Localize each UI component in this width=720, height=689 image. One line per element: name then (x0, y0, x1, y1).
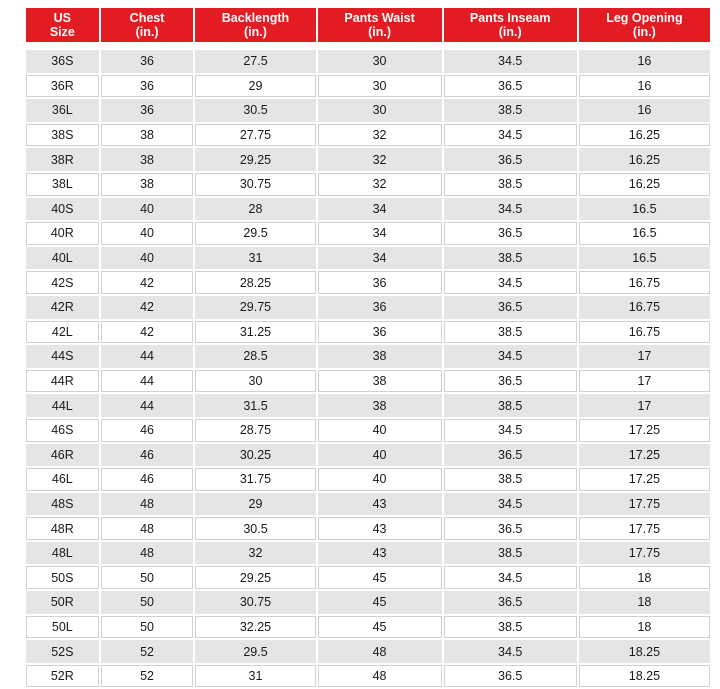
cell-pants-inseam: 34.5 (444, 640, 577, 663)
cell-chest: 40 (101, 247, 194, 270)
cell-us-size: 40S (26, 198, 99, 221)
cell-chest: 50 (101, 616, 194, 639)
cell-chest: 40 (101, 198, 194, 221)
cell-backlength: 31 (195, 247, 315, 270)
cell-leg-opening: 16 (579, 99, 710, 122)
cell-backlength: 30.75 (195, 591, 315, 614)
cell-pants-inseam: 36.5 (444, 665, 577, 688)
cell-backlength: 29.5 (195, 222, 315, 245)
cell-backlength: 32.25 (195, 616, 315, 639)
cell-chest: 52 (101, 640, 194, 663)
cell-pants-inseam: 38.5 (444, 468, 577, 491)
cell-pants-waist: 38 (318, 394, 442, 417)
column-header-line1: US (53, 11, 71, 25)
cell-backlength: 32 (195, 542, 315, 565)
cell-us-size: 38L (26, 173, 99, 196)
size-chart-header (26, 8, 710, 48)
table-row (26, 566, 710, 589)
column-header-line2: (in.) (244, 25, 267, 39)
cell-pants-waist: 40 (318, 468, 442, 491)
cell-us-size: 44R (26, 370, 99, 393)
cell-pants-waist: 30 (318, 50, 442, 73)
cell-leg-opening: 16.5 (579, 247, 710, 270)
cell-us-size: 42S (26, 271, 99, 294)
table-row (26, 616, 710, 639)
cell-pants-waist: 30 (318, 75, 442, 98)
cell-us-size: 44L (26, 394, 99, 417)
cell-chest: 42 (101, 296, 194, 319)
cell-chest: 44 (101, 394, 194, 417)
cell-us-size: 42L (26, 321, 99, 344)
table-row (26, 296, 710, 319)
cell-pants-waist: 32 (318, 124, 442, 147)
size-chart-table (24, 6, 712, 689)
cell-pants-inseam: 34.5 (444, 345, 577, 368)
cell-backlength: 31.75 (195, 468, 315, 491)
cell-pants-waist: 38 (318, 345, 442, 368)
table-row (26, 591, 710, 614)
table-row (26, 198, 710, 221)
cell-chest: 48 (101, 493, 194, 516)
cell-backlength: 31.5 (195, 394, 315, 417)
cell-pants-waist: 36 (318, 321, 442, 344)
cell-pants-inseam: 38.5 (444, 542, 577, 565)
cell-us-size: 38R (26, 148, 99, 171)
cell-leg-opening: 16.5 (579, 222, 710, 245)
cell-chest: 44 (101, 370, 194, 393)
cell-backlength: 29.25 (195, 148, 315, 171)
table-row (26, 542, 710, 565)
cell-leg-opening: 17.25 (579, 468, 710, 491)
cell-pants-inseam: 34.5 (444, 198, 577, 221)
header-separator (26, 44, 710, 48)
cell-pants-inseam: 38.5 (444, 394, 577, 417)
cell-pants-waist: 40 (318, 419, 442, 442)
cell-us-size: 48R (26, 517, 99, 540)
cell-pants-inseam: 34.5 (444, 50, 577, 73)
cell-backlength: 28 (195, 198, 315, 221)
table-row (26, 321, 710, 344)
cell-leg-opening: 16.25 (579, 173, 710, 196)
cell-pants-inseam: 36.5 (444, 517, 577, 540)
cell-leg-opening: 17.75 (579, 542, 710, 565)
cell-chest: 48 (101, 517, 194, 540)
column-header-pants-waist (318, 8, 442, 42)
cell-chest: 42 (101, 321, 194, 344)
column-header-line2: Size (49, 25, 75, 39)
cell-leg-opening: 16.75 (579, 271, 710, 294)
table-row (26, 271, 710, 294)
cell-pants-inseam: 38.5 (444, 616, 577, 639)
cell-us-size: 48L (26, 542, 99, 565)
column-header-backlength (195, 8, 315, 42)
column-header-pants-inseam (444, 8, 577, 42)
cell-leg-opening: 16.25 (579, 148, 710, 171)
cell-backlength: 30 (195, 370, 315, 393)
table-row (26, 148, 710, 171)
cell-chest: 40 (101, 222, 194, 245)
cell-chest: 36 (101, 50, 194, 73)
cell-leg-opening: 18.25 (579, 665, 710, 688)
cell-chest: 50 (101, 591, 194, 614)
column-header-line1: Chest (129, 11, 165, 25)
cell-leg-opening: 17 (579, 370, 710, 393)
cell-pants-waist: 48 (318, 640, 442, 663)
cell-leg-opening: 17.75 (579, 517, 710, 540)
table-row (26, 419, 710, 442)
cell-backlength: 27.75 (195, 124, 315, 147)
cell-pants-waist: 34 (318, 247, 442, 270)
cell-pants-inseam: 34.5 (444, 124, 577, 147)
cell-pants-inseam: 36.5 (444, 148, 577, 171)
cell-pants-waist: 45 (318, 616, 442, 639)
column-header-leg-opening (579, 8, 710, 42)
cell-chest: 52 (101, 665, 194, 688)
cell-leg-opening: 17 (579, 394, 710, 417)
cell-backlength: 29.5 (195, 640, 315, 663)
cell-leg-opening: 17.75 (579, 493, 710, 516)
cell-us-size: 40L (26, 247, 99, 270)
cell-pants-inseam: 34.5 (444, 493, 577, 516)
cell-pants-waist: 32 (318, 148, 442, 171)
table-row (26, 665, 710, 688)
cell-pants-waist: 32 (318, 173, 442, 196)
cell-chest: 46 (101, 444, 194, 467)
cell-leg-opening: 18 (579, 566, 710, 589)
cell-us-size: 46S (26, 419, 99, 442)
cell-backlength: 27.5 (195, 50, 315, 73)
cell-backlength: 30.5 (195, 517, 315, 540)
cell-us-size: 52S (26, 640, 99, 663)
cell-pants-waist: 43 (318, 517, 442, 540)
cell-pants-waist: 43 (318, 542, 442, 565)
cell-us-size: 36L (26, 99, 99, 122)
column-header-line1: Pants Waist (344, 11, 415, 25)
cell-backlength: 28.25 (195, 271, 315, 294)
cell-pants-inseam: 38.5 (444, 247, 577, 270)
column-header-line1: Pants Inseam (469, 11, 551, 25)
cell-pants-waist: 36 (318, 296, 442, 319)
cell-chest: 38 (101, 148, 194, 171)
cell-leg-opening: 16.25 (579, 124, 710, 147)
cell-leg-opening: 18.25 (579, 640, 710, 663)
cell-chest: 46 (101, 468, 194, 491)
cell-pants-inseam: 34.5 (444, 566, 577, 589)
cell-us-size: 50S (26, 566, 99, 589)
cell-pants-waist: 34 (318, 198, 442, 221)
cell-chest: 50 (101, 566, 194, 589)
cell-us-size: 36R (26, 75, 99, 98)
cell-us-size: 48S (26, 493, 99, 516)
cell-backlength: 30.5 (195, 99, 315, 122)
cell-us-size: 38S (26, 124, 99, 147)
cell-us-size: 50R (26, 591, 99, 614)
cell-leg-opening: 17.25 (579, 444, 710, 467)
cell-leg-opening: 16 (579, 50, 710, 73)
column-header-line2: (in.) (498, 25, 522, 39)
column-header-line2: (in.) (632, 25, 656, 39)
cell-pants-waist: 48 (318, 665, 442, 688)
table-row (26, 124, 710, 147)
cell-backlength: 29 (195, 75, 315, 98)
cell-pants-inseam: 36.5 (444, 444, 577, 467)
cell-pants-inseam: 38.5 (444, 173, 577, 196)
cell-pants-inseam: 36.5 (444, 296, 577, 319)
cell-chest: 36 (101, 75, 194, 98)
cell-us-size: 46R (26, 444, 99, 467)
cell-us-size: 44S (26, 345, 99, 368)
cell-us-size: 40R (26, 222, 99, 245)
cell-leg-opening: 16.75 (579, 321, 710, 344)
cell-pants-inseam: 36.5 (444, 222, 577, 245)
cell-pants-waist: 36 (318, 271, 442, 294)
cell-pants-inseam: 36.5 (444, 370, 577, 393)
cell-us-size: 46L (26, 468, 99, 491)
cell-us-size: 36S (26, 50, 99, 73)
cell-pants-waist: 30 (318, 99, 442, 122)
cell-pants-waist: 43 (318, 493, 442, 516)
cell-pants-inseam: 36.5 (444, 591, 577, 614)
cell-pants-inseam: 34.5 (444, 419, 577, 442)
cell-chest: 38 (101, 124, 194, 147)
cell-pants-inseam: 36.5 (444, 75, 577, 98)
cell-us-size: 52R (26, 665, 99, 688)
table-row (26, 394, 710, 417)
table-row (26, 247, 710, 270)
header-row (26, 8, 710, 42)
table-row (26, 99, 710, 122)
table-row (26, 444, 710, 467)
size-chart-body (26, 50, 710, 687)
cell-chest: 42 (101, 271, 194, 294)
cell-leg-opening: 17.25 (579, 419, 710, 442)
table-row (26, 75, 710, 98)
table-row (26, 50, 710, 73)
cell-chest: 46 (101, 419, 194, 442)
cell-backlength: 30.75 (195, 173, 315, 196)
table-row (26, 370, 710, 393)
cell-pants-waist: 38 (318, 370, 442, 393)
column-header-us-size (26, 8, 99, 42)
cell-backlength: 29.25 (195, 566, 315, 589)
cell-pants-inseam: 34.5 (444, 271, 577, 294)
cell-leg-opening: 16.5 (579, 198, 710, 221)
cell-backlength: 28.5 (195, 345, 315, 368)
cell-backlength: 29 (195, 493, 315, 516)
table-row (26, 640, 710, 663)
cell-chest: 38 (101, 173, 194, 196)
cell-leg-opening: 16 (579, 75, 710, 98)
cell-backlength: 31.25 (195, 321, 315, 344)
column-header-line1: Leg Opening (606, 11, 683, 25)
cell-leg-opening: 18 (579, 591, 710, 614)
cell-backlength: 29.75 (195, 296, 315, 319)
cell-chest: 48 (101, 542, 194, 565)
column-header-line1: Backlength (221, 11, 290, 25)
table-row (26, 517, 710, 540)
cell-pants-inseam: 38.5 (444, 99, 577, 122)
table-row (26, 345, 710, 368)
cell-pants-waist: 45 (318, 566, 442, 589)
cell-pants-inseam: 38.5 (444, 321, 577, 344)
cell-chest: 36 (101, 99, 194, 122)
cell-backlength: 28.75 (195, 419, 315, 442)
cell-us-size: 50L (26, 616, 99, 639)
cell-leg-opening: 16.75 (579, 296, 710, 319)
cell-backlength: 31 (195, 665, 315, 688)
cell-us-size: 42R (26, 296, 99, 319)
cell-leg-opening: 18 (579, 616, 710, 639)
cell-backlength: 30.25 (195, 444, 315, 467)
cell-pants-waist: 40 (318, 444, 442, 467)
cell-pants-waist: 45 (318, 591, 442, 614)
column-header-line2: (in.) (135, 25, 159, 39)
cell-pants-waist: 34 (318, 222, 442, 245)
table-row (26, 468, 710, 491)
table-row (26, 493, 710, 516)
table-row (26, 173, 710, 196)
cell-chest: 44 (101, 345, 194, 368)
cell-leg-opening: 17 (579, 345, 710, 368)
column-header-line2: (in.) (368, 25, 392, 39)
column-header-chest (101, 8, 194, 42)
table-row (26, 222, 710, 245)
